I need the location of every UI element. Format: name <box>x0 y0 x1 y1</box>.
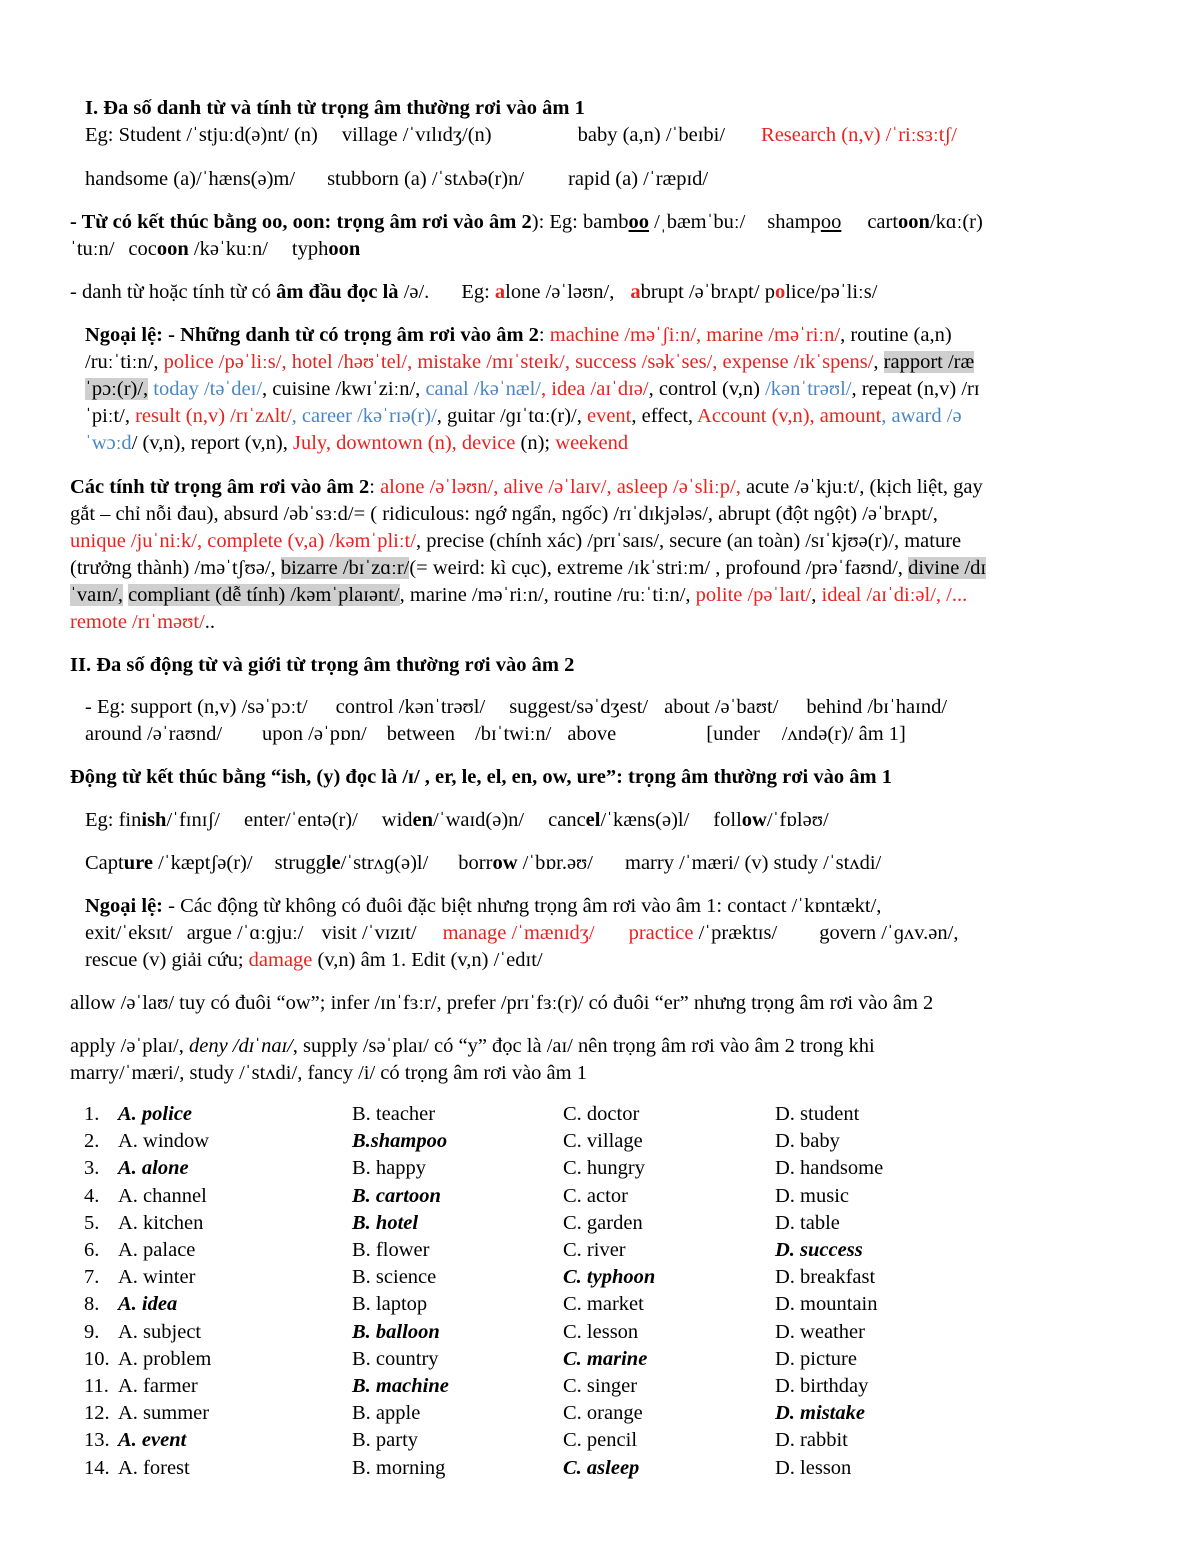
adjectives-line-3: unique /juˈniːk/, complete (v,a) /kəmˈpliːt/, precise (chính xác) /prɪˈsaɪs/, secure (an toàn) /sɪˈkjʊə(r)/, mature <box>70 530 962 552</box>
quiz-number: 7. <box>84 1266 100 1289</box>
quiz-option-c[interactable]: C. pencil <box>563 1429 638 1452</box>
quiz-number: 4. <box>84 1184 100 1207</box>
quiz-option-a[interactable]: A. channel <box>118 1184 207 1207</box>
apply-note-line-2: marry/ˈmæri/, study /ˈstʌdi/, fancy /i/ có trọng âm rơi vào âm 1 <box>70 1062 587 1084</box>
quiz-option-d[interactable]: D. table <box>775 1211 840 1234</box>
exceptions-line-1: Ngoại lệ: - Những danh từ có trọng âm rơi vào âm 2: machine /məˈʃiːn/, marine /məˈriːn/, routine (a,n) <box>85 324 952 346</box>
quiz-option-a[interactable]: A. problem <box>118 1347 212 1370</box>
quiz-option-b[interactable]: B. apple <box>352 1402 421 1425</box>
quiz-option-c[interactable]: C. market <box>563 1293 644 1316</box>
verb-exceptions-line-3: rescue (v) giải cứu; damage (v,n) âm 1. Edit (v,n) /ˈedɪt/ <box>85 949 543 971</box>
quiz-option-c[interactable]: C. garden <box>563 1211 643 1234</box>
section-1-examples-line-2: handsome (a)/ˈhæns(ə)m/ stubborn (a) /ˈstʌbə(r)n/ rapid (a) /ˈræpɪd/ <box>85 168 709 190</box>
adjectives-line-5: ˈvaɪn/, compliant (dễ tính) /kəmˈplaɪənt/, marine /məˈriːn/, routine /ruːˈtiːn/, polite /pəˈlaɪt/, ideal /aɪˈdiːəl/, /... <box>70 584 968 606</box>
ish-examples-line-2: Capture /ˈkæptʃə(r)/ struggle/ˈstrʌɡ(ə)l/ borrow /ˈbɒr.əʊ/ marry /ˈmæri/ (v) study /ˈstʌdi/ <box>85 852 882 874</box>
quiz-option-a[interactable]: A. forest <box>118 1456 190 1479</box>
quiz-number: 8. <box>84 1293 100 1316</box>
quiz-option-b[interactable]: B. hotel <box>352 1211 419 1234</box>
quiz-option-d[interactable]: D. success <box>775 1239 863 1261</box>
quiz-option-b[interactable]: B. teacher <box>352 1103 436 1125</box>
quiz-option-a[interactable]: A. winter <box>118 1266 196 1289</box>
exceptions-line-3: ˈpɔː(r)/, today /təˈdeɪ/, cuisine /kwɪˈziːn/, canal /kəˈnæl/, idea /aɪˈdɪə/, control (v,n) /kənˈtrəʊl/, repeat (n,v) /rɪ <box>85 378 980 400</box>
quiz-option-d[interactable]: D. mistake <box>775 1402 865 1425</box>
apply-note-line-1: apply /əˈplaɪ/, deny /dɪˈnaɪ/, supply /səˈplaɪ/ có “y” đọc là /aɪ/ nên trọng âm rơi vào âm 2 trong khi <box>70 1035 875 1057</box>
quiz-number: 9. <box>84 1320 100 1343</box>
adjectives-line-6: remote /rɪˈməʊt/.. <box>70 611 216 633</box>
quiz-option-d[interactable]: D. handsome <box>775 1157 884 1180</box>
quiz-option-a[interactable]: A. event <box>118 1429 187 1452</box>
quiz-option-d[interactable]: D. weather <box>775 1320 865 1343</box>
quiz-number: 1. <box>84 1103 100 1125</box>
quiz-option-d[interactable]: D. breakfast <box>775 1266 876 1289</box>
quiz-option-b[interactable]: B. country <box>352 1347 439 1370</box>
ish-rule: Động từ kết thúc bằng “ish, (y) đọc là /ɪ/ , er, le, el, en, ow, ure”: trọng âm thường rơi vào âm 1 <box>70 766 892 788</box>
quiz-option-b[interactable]: B. morning <box>352 1456 446 1479</box>
quiz-option-c[interactable]: C. typhoon <box>563 1266 656 1289</box>
quiz-option-c[interactable]: C. hungry <box>563 1157 645 1180</box>
quiz-option-b[interactable]: B. cartoon <box>352 1184 441 1207</box>
adjectives-line-2: gắt – chỉ nỗi đau), absurd /əbˈsɜːd/= ( ridiculous: ngớ ngẩn, ngốc) /rɪˈdɪkjələs/, abrupt (đột ngột) /əˈbrʌpt/, <box>70 503 938 525</box>
quiz-number: 14. <box>84 1456 110 1479</box>
exceptions-line-2: /ruːˈtiːn/, police /pəˈliːs/, hotel /həʊˈtel/, mistake /mɪˈsteɪk/, success /səkˈses/, expense /ɪkˈspens/, rapport /ræ <box>85 351 975 373</box>
quiz-number: 2. <box>84 1130 100 1153</box>
section-1-examples-line-1: Eg: Student /ˈstjuːd(ə)nt/ (n) village /ˈvɪlɪdʒ/(n) baby (a,n) /ˈbeɪbi/ Research (n,v) /ˈriːsɜːtʃ/ <box>85 124 957 146</box>
oo-rule-line-1: - Từ có kết thúc bằng oo, oon: trọng âm rơi vào âm 2): Eg: bamboo /ˌbæmˈbuː/ shampoo cartoon/kɑː(r) <box>70 211 983 233</box>
quiz-option-b[interactable]: B. science <box>352 1266 437 1289</box>
quiz-number: 3. <box>84 1157 100 1180</box>
quiz-option-d[interactable]: D. baby <box>775 1130 840 1153</box>
quiz-option-c[interactable]: C. lesson <box>563 1320 639 1343</box>
quiz-option-d[interactable]: D. rabbit <box>775 1429 848 1452</box>
quiz-option-c[interactable]: C. village <box>563 1130 643 1153</box>
quiz-option-b[interactable]: B. machine <box>352 1375 449 1397</box>
quiz-option-a[interactable]: A. farmer <box>118 1375 198 1397</box>
exceptions-line-5: ˈwɔːd/ (v,n), report (v,n), July, downtown (n), device (n); weekend <box>85 432 629 454</box>
quiz-number: 6. <box>84 1239 100 1261</box>
adjectives-line-4: (trưởng thành) /məˈtʃʊə/, bizarre /bɪˈzɑːr/(= weird: kì cục), extreme /ɪkˈstriːm/ , profound /prəˈfaʊnd/, divine /dɪ <box>70 557 987 579</box>
quiz-option-b[interactable]: B. balloon <box>352 1320 440 1343</box>
verb-exceptions-line-1: Ngoại lệ: - Các động từ không có đuôi đặc biệt nhưng trọng âm rơi vào âm 1: contact /ˈkɒntækt/, <box>85 895 882 917</box>
quiz-number: 11. <box>84 1375 109 1397</box>
quiz-number: 13. <box>84 1429 110 1452</box>
quiz-option-c[interactable]: C. actor <box>563 1184 628 1207</box>
quiz-number: 12. <box>84 1402 110 1425</box>
verb-exceptions-line-2: exit/ˈeksɪt/ argue /ˈɑːɡjuː/ visit /ˈvɪzɪt/ manage /ˈmænɪdʒ/ practice /ˈpræktɪs/ govern /ˈɡʌv.ən/, <box>85 922 959 944</box>
quiz-option-c[interactable]: C. asleep <box>563 1456 640 1479</box>
section-1-heading: I. Đa số danh từ và tính từ trọng âm thường rơi vào âm 1 <box>85 97 585 119</box>
quiz-option-b[interactable]: B. flower <box>352 1239 430 1261</box>
quiz-option-d[interactable]: D. lesson <box>775 1456 852 1479</box>
quiz-option-d[interactable]: D. birthday <box>775 1375 869 1397</box>
quiz-option-b[interactable]: B. laptop <box>352 1293 428 1316</box>
quiz-option-b[interactable]: B. happy <box>352 1157 427 1180</box>
quiz-option-a[interactable]: A. police <box>118 1103 193 1125</box>
section-2-examples-line-1: - Eg: support (n,v) /səˈpɔːt/ control /kənˈtrəʊl/ suggest/səˈdʒest/ about /əˈbaʊt/ behind /bɪˈhaɪnd/ <box>85 696 948 718</box>
quiz-option-a[interactable]: A. idea <box>118 1293 178 1316</box>
section-2-heading: II. Đa số động từ và giới từ trọng âm thường rơi vào âm 2 <box>70 654 575 676</box>
quiz-option-a[interactable]: A. window <box>118 1130 210 1153</box>
quiz-option-a[interactable]: A. alone <box>118 1157 189 1180</box>
exceptions-line-4: ˈpiːt/, result (n,v) /rɪˈzʌlt/, career /kəˈrɪə(r)/, guitar /ɡɪˈtɑː(r)/, event, effect, Account (v,n), amount, award /ə <box>85 405 962 427</box>
quiz-option-c[interactable]: C. orange <box>563 1402 643 1425</box>
quiz-option-a[interactable]: A. palace <box>118 1239 196 1261</box>
ish-examples-line-1: Eg: finish/ˈfɪnɪʃ/ enter/ˈentə(r)/ widen/ˈwaɪd(ə)n/ cancel/ˈkæns(ə)l/ follow/ˈfɒləʊ/ <box>85 809 829 831</box>
quiz-option-d[interactable]: D. picture <box>775 1347 857 1370</box>
quiz-option-b[interactable]: B. party <box>352 1429 419 1452</box>
quiz-option-a[interactable]: A. kitchen <box>118 1211 204 1234</box>
quiz-option-d[interactable]: D. music <box>775 1184 850 1207</box>
quiz-option-d[interactable]: D. student <box>775 1103 860 1125</box>
allow-note: allow /əˈlaʊ/ tuy có đuôi “ow”; infer /ɪnˈfɜːr/, prefer /prɪˈfɜː(r)/ có đuôi “er” nhưng trọng âm rơi vào âm 2 <box>70 992 934 1014</box>
quiz-option-c[interactable]: C. marine <box>563 1347 648 1370</box>
quiz-option-d[interactable]: D. mountain <box>775 1293 878 1316</box>
oo-rule-line-2: ˈtuːn/ cocoon /kəˈkuːn/ typhoon <box>70 238 361 260</box>
quiz-option-b[interactable]: B.shampoo <box>352 1130 448 1153</box>
adjectives-line-1: Các tính từ trọng âm rơi vào âm 2: alone /əˈləʊn/, alive /əˈlaɪv/, asleep /əˈsliːp/, acute /əˈkjuːt/, (kịch liệt, gay <box>70 476 983 498</box>
quiz-number: 10. <box>84 1347 110 1370</box>
quiz-option-a[interactable]: A. summer <box>118 1402 210 1425</box>
quiz-option-c[interactable]: C. singer <box>563 1375 638 1397</box>
quiz-option-c[interactable]: C. doctor <box>563 1103 640 1125</box>
quiz-number: 5. <box>84 1211 100 1234</box>
quiz-option-a[interactable]: A. subject <box>118 1320 202 1343</box>
schwa-rule: - danh từ hoặc tính từ có âm đầu đọc là /ə/. Eg: alone /əˈləʊn/, abrupt /əˈbrʌpt/ police/pəˈliːs/ <box>70 281 878 303</box>
section-2-examples-line-2: around /əˈraʊnd/ upon /əˈpɒn/ between /bɪˈtwiːn/ above [under /ʌndə(r)/ âm 1] <box>85 723 906 745</box>
quiz-option-c[interactable]: C. river <box>563 1239 626 1261</box>
